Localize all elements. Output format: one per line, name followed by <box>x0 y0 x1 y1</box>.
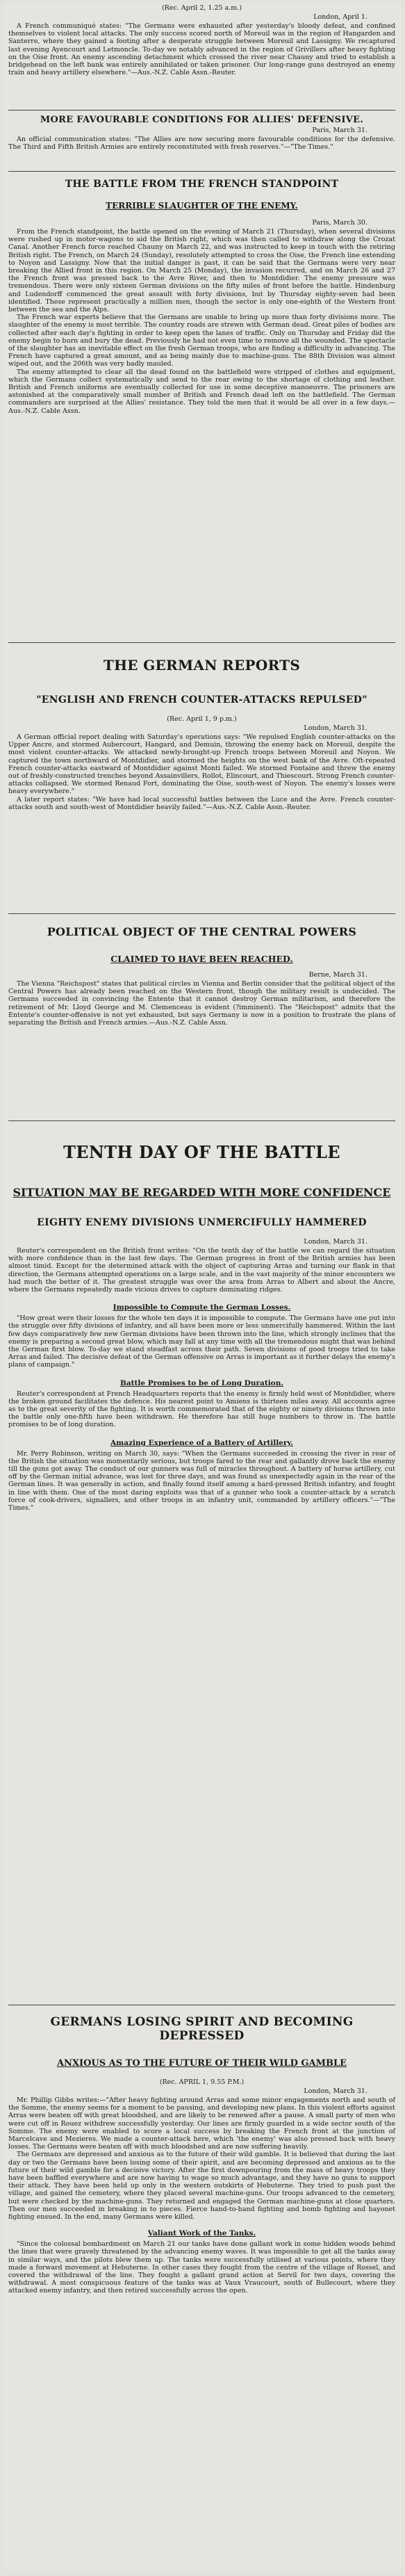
section-headline: POLITICAL OBJECT OF THE CENTRAL POWERS <box>47 925 357 938</box>
section-headline: GERMANS LOSING SPIRIT AND BECOMING DEPRESSED <box>50 2015 354 2043</box>
section-subhead: "ENGLISH AND FRENCH COUNTER-ATTACKS REPULSED" <box>36 694 367 706</box>
section-favourable <box>8 110 395 151</box>
top-credit: (Rec. April 2, 1.25 a.m.) <box>161 4 242 12</box>
section-headline: TENTH DAY OF THE BATTLE <box>63 1142 340 1162</box>
section-paragraph: Mr. Phillip Gibbs writes:—"After heavy fighting around Arras and some minor engagements north and south of the Somme, the enemy seems for a moment to be pausing, and developing new plans. In this violent efforts against Arras were beaten off with great bloodshed, and are likely to be renewed after a pause. A small party of men who were cut off in Rouez withdrew successfully yesterday. Our lines are firmly guarded in a wide sector south of the Somme. The enemy were enabled to score a local success by breaking the French front at the junction of Marcelcave and Mezieres. We made a counter-attack here, which 'the enemy' was also pressed back with heavy losses. The Germans were beaten off with much bloodshed and are now suffering heavily. <box>8 2096 395 2151</box>
section-paragraph: A later report states: "We have had local successful battles between the Luce and the Avre. French counter-attacks south and south-west of Montdidier heavily failed."—Aus.-N.Z. Cable Assn.-Reuter. <box>8 795 395 811</box>
section-headline: MORE FAVOURABLE CONDITIONS FOR ALLIES' DEFENSIVE. <box>40 115 364 125</box>
section-paragraph: The enemy attempted to clear all the dead found on the battlefield were stripped of clothes and equipment, which the Germans collect systematically and send to the rear owing to the shortage of clothing and leather. British and French uniforms are eventually collected for use in some deceptive manoeuvre. The prisoners are astonished at the comparatively small number of British and French dead left on the battlefield. The German commanders are surprised at the Allies' resistance. They told the men that it would be all over in a few days.—Aus.-N.Z. Cable Assn. <box>8 368 395 415</box>
section-subheading: Valiant Work of the Tanks. <box>147 2229 256 2238</box>
newspaper-page <box>3 3 402 2570</box>
section-paragraph: Reuter's correspondent on the British front writes: "On the tenth day of the battle we can regard the situation with more confidence than in the last few days. The German progress in front of the British armies has been almost timid. Except for the determined attack with the object of capturing Arras and turning our flank in that direction, the Germans attempted operations on a large scale, and in the vast majority of the minor encounters we had much the better of it. The greatest struggle was over the area from Arras to Albert and about the Ancre, where the Germans repeatedly made vicious drives to capture dominating ridges. <box>8 1247 395 1294</box>
section-subheading: Amazing Experience of a Battery of Artillery. <box>110 1438 293 1447</box>
section-paragraph: A German official report dealing with Saturday's operations says: "We repulsed English counter-attacks on the Upper Ancre, and stormed Aubercourt, Hangard, and Demuin, throwing the enemy back on Moreuil, despite the most violent counter-attacks. We attacked newly-brought-up French troops between Moreuil and Noyon. We captured the town northward of Montdidier, and stormed the heights on the west bank of the Avre. Oft-repeated French counter-attacks eastward of Montdidier against Monti failed. We stormed Fontaine and threw the enemy out of freshly-constructed trenches beyond Assainvillers, Rollot, Elincourt, and Thiescourt. Strong French counter-attacks collapsed. We stormed Renaud Fort, dominating the Oise, south-west of Noyon. The enemy's losses were heavy everywhere." <box>8 733 395 796</box>
section-headline: THE GERMAN REPORTS <box>103 657 301 674</box>
section-rule <box>8 642 395 643</box>
section-credit: (Rec. APRIL 1, 9.55 P.M.) <box>159 2078 245 2086</box>
section-dateline: Paris, March 30. <box>312 219 367 227</box>
section-subhead: CLAIMED TO HAVE BEEN REACHED. <box>110 954 293 964</box>
section-dateline: Paris, March 31. <box>312 127 367 134</box>
top-paragraph: A French communiqué states: "The Germans were exhausted after yesterday's bloody defeat, and confined themselves to violent local attacks. The only success scored north of Moreuil was in the region of Hangarden and Santerre, where they gained a footing after a desperate struggle between Moreuil and Lassigny. We recaptured last evening Ayencourt and Letmoncle. To-day we notably advanced in the region of Grivillers after heavy fighting on the Oise front. An enemy ascending detachment which crossed the river near Chauny and tried to establish a bridgehead on the left bank was entirely annihilated or taken prisoner. Our long-range guns destroyed an enemy train and heavy artillery elsewhere."—Aus.-N.Z. Cable Assn.-Reuter. <box>8 22 395 77</box>
section-rule <box>8 1120 395 1121</box>
section-credit: (Rec. April 1, 9 p.m.) <box>167 715 237 723</box>
section-headline: THE BATTLE FROM THE FRENCH STANDPOINT <box>65 179 339 190</box>
section-subheading: Battle Promises to be of Long Duration. <box>120 1378 283 1387</box>
section-paragraph: Mr. Perry Robinson, writing on March 30, says: "When the Germans succeeded in crossing the river in rear of the British the situation was momentarily serious, but troops fared to the rear and gallantly drove back the enemy till the guns got away. The conduct of our gunners was full of miracles throughout. A battery of horse artillery, cut off by the German initial advance, was lost for three days, and was found as unexpectedly again in the rear of the German lines. It was generally in action, and finally found itself among a hard-pressed British infantry, and fought in line with them. One of the most daring exploits was that of a gunner who took a counter-attack by a scratch force of cook-drivers, signallers, and other troops in an infantry unit, commanded by artillery officers."—"The Times." <box>8 1449 395 1513</box>
section-subhead: ANXIOUS AS TO THE FUTURE OF THEIR WILD GAMBLE <box>56 2058 347 2069</box>
section-paragraph: Reuter's correspondent at French Headquarters reports that the enemy is firmly held west of Montdidier, where the broken ground facilitates the defence. His nearest point to Amiens is thirteen miles away. All accounts agree as to the great severity of the fighting. It is worth commemorated that of the eighty or ninety divisions thrown into the battle only one-fifth have been withdrawn. He therefore has still huge numbers to throw in. The battle promises to be of long duration. <box>8 1389 395 1429</box>
section-french-standpoint <box>8 171 395 415</box>
section-dateline: London, March 31. <box>304 724 367 732</box>
section-dateline: London, March 31. <box>304 1238 367 1246</box>
section-subhead: SITUATION MAY BE REGARDED WITH MORE CONFIDENCE <box>13 1186 391 1199</box>
section-paragraph: "Since the colossal bombardment on March 21 our tanks have done gallant work in some hidden woods behind the lines that were gravely threatened by the advancing enemy waves. It was impossible to get all the tanks away in similar ways, and the pilots blew them up. The tanks were successfully utilised at various points, where they made a forward movement at Hebuterne. In other cases they fought from the centre of the village of Rossel, and covered the withdrawal of the line. They fought a gallant grand action at Servil for two days, covering the withdrawal. A most conspicuous feature of the tanks was at Vaux Vraucourt, south of Bullecourt, where they attacked enemy infantry, and then retired successfully across the open. <box>8 2240 395 2295</box>
section-subhead-2: EIGHTY ENEMY DIVISIONS UNMERCIFULLY HAMMERED <box>37 1217 367 1228</box>
section-paragraph: The Germans are depressed and anxious as to the future of their wild gamble. It is believed that during the last day or two the Germans have been losing some of their spirit, and are becoming depressed and anxious as to the future of their wild gamble for a decisive victory. After the first downpouring from the mass of heavy troops they have been baffled everywhere and are now having to wage so much advantage, and they have no guns to support their attack. They have been held up only in the western outskirts of Hebuterne. They tried to push past the village, and gained the cemetery, where they placed several machine-guns. Our troops advanced to the cemetery, but were checked by the machine-guns. They returned and engaged the German machine-guns at close quarters. Then our men succeeded in breaking in to pieces. Fierce hand-to-hand fighting and bomb fighting and bayonet fighting ensued. In the end, many Germans were killed. <box>8 2151 395 2222</box>
section-paragraph: An official communication states: "The Allies are now securing more favourable conditions for the defensive. The Third and Fifth British Armies are entirely reconstituted with fresh reserves."—"The Times." <box>8 136 395 152</box>
section-losing-spirit <box>8 2005 395 2295</box>
section-subhead: TERRIBLE SLAUGHTER OF THE ENEMY. <box>106 201 298 211</box>
section-german-reports <box>8 642 395 811</box>
section-political-object <box>8 913 395 1027</box>
section-rule <box>8 110 395 111</box>
section-rule <box>8 171 395 172</box>
section-paragraph: From the French standpoint, the battle opened on the evening of March 21 (Thursday), when several divisions were rushed up in motor-wagons to aid the British right, which was then called to withdraw along the Crozat Canal. Another French force reached Chauny on March 22, and was instructed to keep in touch with the retiring British right. The French, on March 24 (Sunday), resolutely attempted to cross the Oise, the French line extending to Noyon and Lassigny. Now that the initial danger is past, it can be said that the Germans were very near breaking the Allied front in this region. On March 25 (Monday), the invasion recurred, and on March 26 and 27 the French front was pressed back to the Avre River, and then to Montdidier. The enemy pressure was tremendous. There were only sixteen German divisions on the fifty miles of front before the battle. Hindenburg and Ludendorff commenced the great assault with forty divisions, but by Thursday eighty-seven had been identified. These represent practically a million men, though the sector is only one-eighth of the Western front between the sea and the Alps. <box>8 228 395 314</box>
top-dateline: London, April 1. <box>313 13 367 21</box>
section-rule <box>8 913 395 914</box>
section-paragraph: The French war experts believe that the Germans are unable to bring up more than forty divisions more. The slaughter of the enemy is most terrible. The country roads are strewn with German dead. Great piles of bodies are collected after each day's fighting in order to keep open the lanes of traffic. Only on Thursday and Friday did the enemy begin to burn and bury the dead. Previously he had not even time to remove all the wounded. The spectacle of the slaughter has an inevitable effect on the fresh German troops, who are finding a difficulty in advancing. The French have captured a great amount, and as being mainly due to machine-guns. The 88th Division was almost wiped out, and the 206th was very badly mauled. <box>8 313 395 368</box>
section-tenth-day <box>8 1120 395 1512</box>
top-article <box>8 3 395 76</box>
section-subheading: Impossible to Compute the German Losses. <box>113 1303 291 1312</box>
section-paragraph: "How great were their losses for the whole ten days it is impossible to compute. The Germans have one put into the struggle over fifty divisions of infantry, and all have been more or less unmercifully hammered. Within the last few days comparatively few new German divisions have been thrown into the line, which strongly inclines that the enemy is preparing a second great blow, which may fall at any time with all the tremendous might that was behind the German first blow. To-day we stand steadfast across their path. Seven divisions of good troops tried to take Arras and failed. The decisive defeat of the German offensive on Arras is important as it further delays the enemy's plans of campaign." <box>8 1314 395 1369</box>
section-paragraph: The Vienna "Reichspost" states that political circles in Vienna and Berlin consider that the political object of the Central Powers has already been reached on the Western front, though the military result is undecided. The Germans succeeded in convincing the Entente that it cannot destroy German militarism, and therefore the retirement of Mr. Lloyd George and M. Clemenceau is evident (?imminent). The "Reichspost" admits that the Entente's counter-offensive is not yet exhausted, but says Germany is now in a position to frustrate the plans of separating the British and French armies.—Aus.-N.Z. Cable Assn. <box>8 980 395 1027</box>
section-dateline: Berne, March 31. <box>308 971 367 979</box>
section-dateline: London, March 31. <box>304 2087 367 2095</box>
